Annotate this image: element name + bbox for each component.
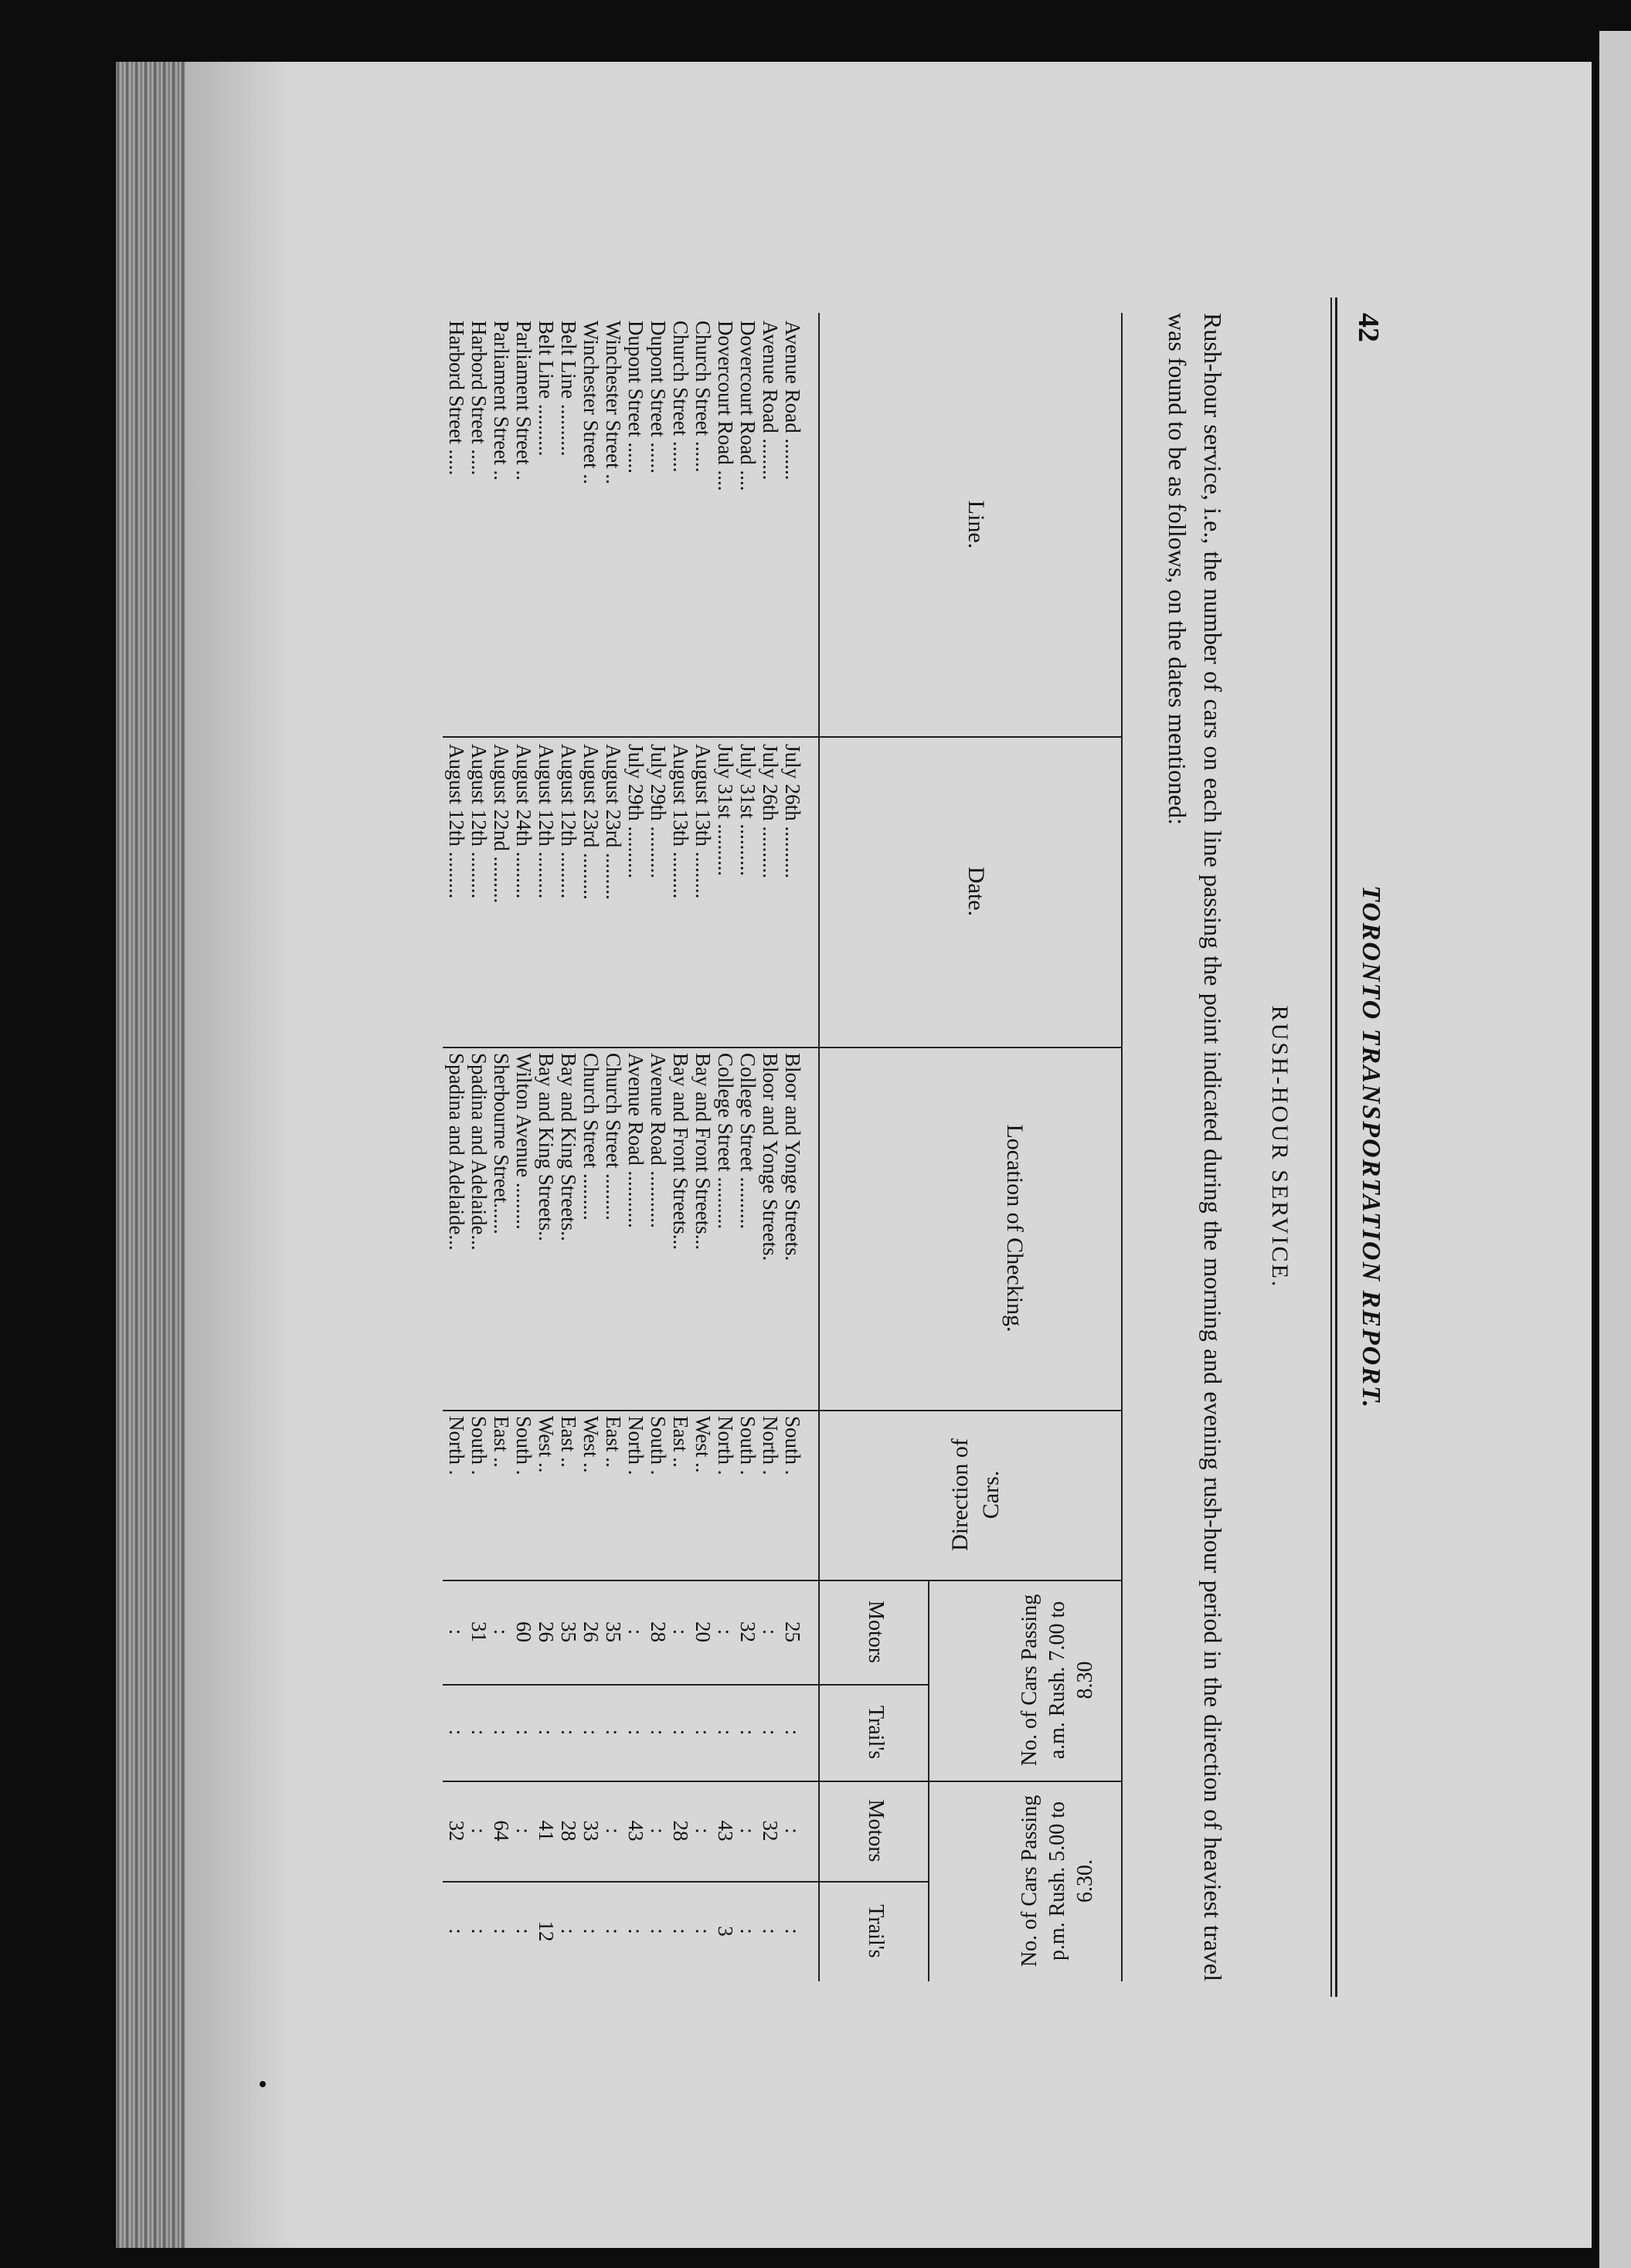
cell-pm-motors: : bbox=[602, 1828, 625, 1834]
cell-location: Church Street ......... bbox=[579, 1053, 603, 1221]
cell-am-motors: 28 bbox=[647, 1621, 670, 1642]
cell-direction: South . bbox=[647, 1416, 670, 1475]
cell-am-motors: : bbox=[759, 1628, 782, 1635]
cell-location: College Street .......... bbox=[736, 1053, 759, 1229]
cell-line: Avenue Road ........ bbox=[759, 321, 782, 480]
cell-am-motors: : bbox=[669, 1628, 692, 1635]
cell-line: Winchester Street .. bbox=[579, 321, 603, 484]
cell-line: Belt Line .......... bbox=[535, 321, 558, 457]
cell-location: Spadina and Adelaide... bbox=[467, 1053, 491, 1251]
cell-am-motors: 20 bbox=[691, 1621, 715, 1642]
cell-location: Bloor and Yonge Streets. bbox=[781, 1053, 804, 1261]
cell-date: August 12th ......... bbox=[535, 744, 558, 899]
header-line: Line. bbox=[963, 500, 989, 549]
cell-direction: South . bbox=[781, 1416, 804, 1475]
cell-pm-motors: 41 bbox=[535, 1820, 558, 1842]
cell-location: Sherbourne Street...... bbox=[490, 1053, 513, 1234]
cell-date: July 29th .......... bbox=[647, 744, 670, 879]
book-binding bbox=[116, 62, 185, 2248]
rotated-page-content bbox=[427, 297, 1385, 1997]
cell-direction: West .. bbox=[691, 1416, 715, 1473]
cell-am-trailers: : bbox=[759, 1729, 782, 1736]
cell-location: Wilton Avenue ......... bbox=[512, 1053, 535, 1230]
header-pm-motors: Motors bbox=[864, 1799, 888, 1862]
cell-am-trailers: : bbox=[691, 1729, 715, 1736]
cell-am-trailers: : bbox=[602, 1729, 625, 1736]
cell-pm-trailers: : bbox=[512, 1928, 535, 1934]
cell-am-trailers: : bbox=[535, 1729, 558, 1736]
cell-location: Bay and King Streets.. bbox=[557, 1053, 580, 1241]
col-rule-location bbox=[443, 1047, 1123, 1048]
cell-am-motors: : bbox=[445, 1628, 468, 1635]
cell-date: August 12th ......... bbox=[557, 744, 580, 899]
header-location: Location of Checking. bbox=[1002, 1124, 1028, 1333]
cell-am-motors: 25 bbox=[781, 1621, 804, 1642]
cell-am-trailers: : bbox=[467, 1729, 491, 1736]
cell-date: July 31st .......... bbox=[736, 744, 759, 877]
cell-am-motors: : bbox=[714, 1628, 737, 1635]
cell-pm-trailers: : bbox=[781, 1928, 804, 1934]
cell-line: Winchester Street .. bbox=[602, 321, 625, 484]
cell-date: August 23rd ......... bbox=[579, 744, 603, 900]
cell-pm-motors: 28 bbox=[669, 1820, 692, 1842]
cell-direction: South . bbox=[467, 1416, 491, 1475]
col-rule-date bbox=[443, 736, 1123, 738]
rush-hour-table bbox=[443, 313, 1123, 1981]
cell-am-trailers: : bbox=[781, 1729, 804, 1736]
page-gutter bbox=[185, 62, 294, 2248]
head-rule bbox=[1330, 297, 1337, 1997]
intro-paragraph: Rush-hour service, i.e., the number of cars on each line passing the point indicated during the morning and evening rush-hour period in the direction of heaviest travel was found to be as follows, on the dates mentioned: bbox=[1164, 313, 1227, 1981]
facing-page-edge bbox=[1599, 31, 1631, 2268]
cell-pm-trailers: : bbox=[736, 1928, 759, 1934]
cell-line: Parliament Street .. bbox=[490, 321, 513, 480]
cell-direction: East .. bbox=[602, 1416, 625, 1468]
cell-direction: West .. bbox=[579, 1416, 603, 1473]
cell-am-trailers: : bbox=[669, 1729, 692, 1736]
cell-pm-motors: 43 bbox=[714, 1820, 737, 1842]
cell-location: Avenue Road ........... bbox=[647, 1053, 670, 1228]
cell-date: August 22nd ......... bbox=[490, 744, 513, 904]
cell-pm-motors: 64 bbox=[490, 1820, 513, 1842]
cell-am-trailers: : bbox=[714, 1729, 737, 1736]
cell-direction: West .. bbox=[535, 1416, 558, 1473]
cell-am-motors: : bbox=[490, 1628, 513, 1635]
cell-line: Harbord Street ..... bbox=[445, 321, 468, 476]
running-head bbox=[1339, 297, 1385, 1997]
cell-date: July 26th .......... bbox=[781, 744, 804, 879]
cell-location: Spadina and Adelaide... bbox=[445, 1053, 468, 1251]
cell-pm-trailers: : bbox=[579, 1928, 603, 1934]
cell-date: July 29th .......... bbox=[624, 744, 647, 879]
cell-pm-motors: 32 bbox=[445, 1820, 468, 1842]
cell-pm-motors: : bbox=[512, 1828, 535, 1834]
cell-direction: North . bbox=[714, 1416, 737, 1475]
cell-direction: South . bbox=[512, 1416, 535, 1475]
section-title: RUSH-HOUR SERVICE. bbox=[1267, 1005, 1293, 1289]
cell-line: Harbord Street ..... bbox=[467, 321, 491, 476]
cell-am-motors: 35 bbox=[557, 1621, 580, 1642]
cell-pm-trailers: : bbox=[759, 1928, 782, 1934]
cell-line: Church Street ...... bbox=[691, 321, 715, 473]
col-rule-direction bbox=[443, 1410, 1123, 1411]
cell-am-trailers: : bbox=[647, 1729, 670, 1736]
cell-am-motors: : bbox=[624, 1628, 647, 1635]
cell-pm-trailers: : bbox=[445, 1928, 468, 1934]
cell-date: July 31st .......... bbox=[714, 744, 737, 877]
cell-location: Bloor and Yonge Streets. bbox=[759, 1053, 782, 1261]
cell-pm-motors: : bbox=[736, 1828, 759, 1834]
cell-am-motors: 35 bbox=[602, 1621, 625, 1642]
cell-line: Dupont Street ...... bbox=[647, 321, 670, 474]
cell-date: July 26th .......... bbox=[759, 744, 782, 879]
cell-line: Avenue Road ........ bbox=[781, 321, 804, 480]
header-pm-group: No. of Cars Passing p.m. Rush. 5.00 to 6.30. bbox=[1018, 1794, 1097, 1968]
cell-date: August 13th ......... bbox=[691, 744, 715, 899]
cell-location: Church Street ......... bbox=[602, 1053, 625, 1221]
cell-pm-motors: : bbox=[467, 1828, 491, 1834]
cell-line: Dovercourt Road .... bbox=[736, 321, 759, 491]
cell-pm-motors: : bbox=[691, 1828, 715, 1834]
cell-pm-trailers: 12 bbox=[535, 1920, 558, 1942]
cell-direction: East .. bbox=[557, 1416, 580, 1468]
header-am-motors: Motors bbox=[864, 1601, 888, 1663]
cell-am-motors: 31 bbox=[467, 1621, 491, 1642]
cell-pm-trailers: : bbox=[557, 1928, 580, 1934]
cell-pm-trailers: : bbox=[669, 1928, 692, 1934]
cell-am-motors: 26 bbox=[535, 1621, 558, 1642]
cell-location: Bay and King Streets.. bbox=[535, 1053, 558, 1241]
cell-am-trailers: : bbox=[736, 1729, 759, 1736]
cell-am-trailers: : bbox=[624, 1729, 647, 1736]
cell-pm-trailers: : bbox=[490, 1928, 513, 1934]
cell-pm-motors: 43 bbox=[624, 1820, 647, 1842]
cell-direction: North . bbox=[445, 1416, 468, 1475]
cell-pm-motors: : bbox=[781, 1828, 804, 1834]
header-am-group: No. of Cars Passing a.m. Rush. 7.00 to 8.30 bbox=[1018, 1594, 1097, 1767]
cell-am-trailers: : bbox=[490, 1729, 513, 1736]
cell-direction: South . bbox=[736, 1416, 759, 1475]
cell-am-trailers: : bbox=[512, 1729, 535, 1736]
running-title: TORONTO TRANSPORTATION REPORT. bbox=[1357, 884, 1385, 1410]
cell-line: Belt Line .......... bbox=[557, 321, 580, 457]
header-date: Date. bbox=[963, 866, 989, 917]
cell-am-motors: 60 bbox=[512, 1621, 535, 1642]
cell-date: August 12th ......... bbox=[467, 744, 491, 899]
cell-date: August 23rd ......... bbox=[602, 744, 625, 900]
cell-direction: North . bbox=[624, 1416, 647, 1475]
cell-date: August 24th ......... bbox=[512, 744, 535, 899]
header-am-trailers: Trail's bbox=[864, 1705, 888, 1760]
cell-pm-trailers: : bbox=[467, 1928, 491, 1934]
header-direction: Direction of Cars. bbox=[947, 1438, 1004, 1551]
cell-location: Avenue Road ........... bbox=[624, 1053, 647, 1228]
cell-direction: East .. bbox=[490, 1416, 513, 1468]
cell-location: Bay and Front Streets... bbox=[691, 1053, 715, 1250]
header-pm-trailers: Trail's bbox=[864, 1904, 888, 1958]
cell-am-motors: 32 bbox=[736, 1621, 759, 1642]
cell-am-trailers: : bbox=[579, 1729, 603, 1736]
cell-line: Dupont Street ...... bbox=[624, 321, 647, 474]
cell-date: August 12th ......... bbox=[445, 744, 468, 899]
cell-pm-trailers: : bbox=[624, 1928, 647, 1934]
cell-pm-trailers: : bbox=[647, 1928, 670, 1934]
cell-location: College Street .......... bbox=[714, 1053, 737, 1229]
cell-direction: North . bbox=[759, 1416, 782, 1475]
table-top-rule bbox=[1121, 313, 1123, 1981]
cell-am-trailers: : bbox=[557, 1729, 580, 1736]
cell-pm-motors: : bbox=[647, 1828, 670, 1834]
cell-am-motors: 26 bbox=[579, 1621, 603, 1642]
header-rule bbox=[818, 313, 820, 1981]
cell-am-trailers: : bbox=[445, 1729, 468, 1736]
cell-location: Bay and Front Streets... bbox=[669, 1053, 692, 1250]
cell-pm-trailers: : bbox=[691, 1928, 715, 1934]
cell-pm-trailers: : bbox=[602, 1928, 625, 1934]
cell-pm-trailers: 3 bbox=[714, 1926, 737, 1937]
page-number: 42 bbox=[1352, 313, 1385, 342]
cell-pm-motors: 33 bbox=[579, 1820, 603, 1842]
cell-pm-motors: 32 bbox=[759, 1820, 782, 1842]
cell-line: Church Street ...... bbox=[669, 321, 692, 473]
ink-dot bbox=[260, 2081, 266, 2087]
cell-line: Dovercourt Road .... bbox=[714, 321, 737, 491]
cell-pm-motors: 28 bbox=[557, 1820, 580, 1842]
cell-direction: East .. bbox=[669, 1416, 692, 1468]
cell-line: Parliament Street .. bbox=[512, 321, 535, 480]
cell-date: August 13th ......... bbox=[669, 744, 692, 899]
